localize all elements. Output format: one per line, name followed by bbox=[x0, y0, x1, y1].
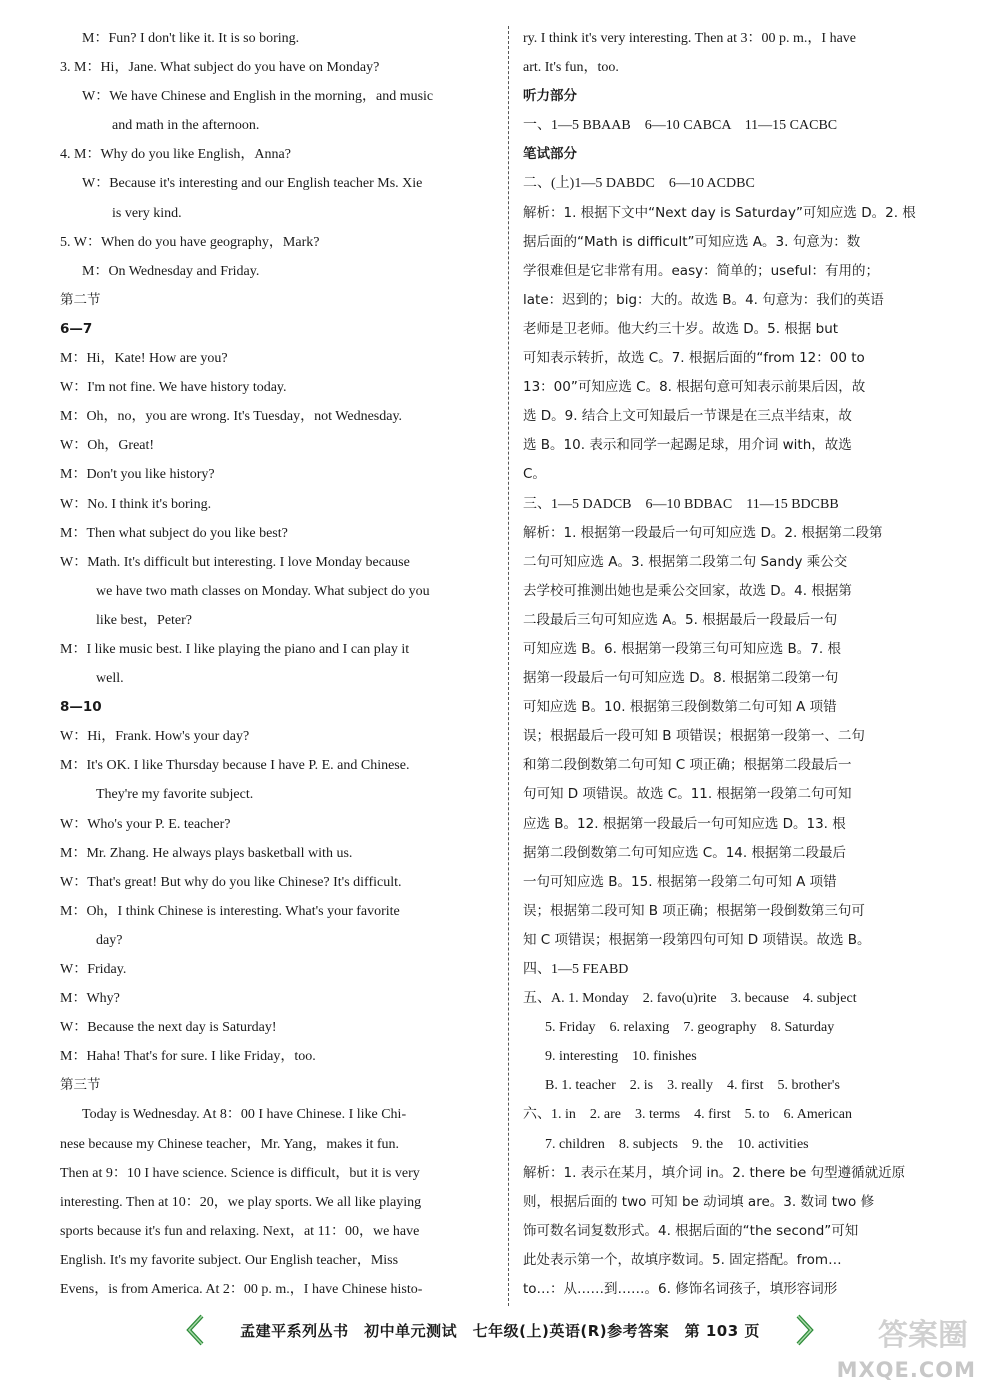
text-line: W：Because it's interesting and our English teacher Ms. Xie bbox=[82, 176, 423, 192]
text-line: Evens，is from America. At 2：00 p. m.，I have Chinese histo- bbox=[60, 1282, 423, 1298]
text-line: 5. W：When do you have geography，Mark? bbox=[60, 234, 320, 250]
footer-text: 孟建平系列丛书 初中单元测试 七年级(上)英语(R)参考答案 第 103 页 bbox=[240, 1321, 760, 1340]
text-line: day? bbox=[96, 932, 123, 948]
text-line: 解析：1. 根据下文中“Next day is Saturday”可知应选 D。2. 根 bbox=[523, 204, 916, 221]
text-line: 8—10 bbox=[60, 699, 102, 716]
text-line: W：Oh，Great! bbox=[60, 438, 155, 454]
column-divider bbox=[508, 26, 509, 1306]
text-line: 笔试部分 bbox=[523, 146, 577, 163]
watermark-cn: 答案圈 bbox=[878, 1318, 968, 1353]
text-line: 一句可知应选 B。15. 根据第一段第二句可知 A 项错 bbox=[523, 873, 837, 890]
text-line: M：Hi，Kate! How are you? bbox=[60, 351, 228, 367]
text-line: W：Because the next day is Saturday! bbox=[60, 1020, 277, 1036]
text-line: 此处表示第一个，故填序数词。5. 固定搭配。from… bbox=[523, 1251, 842, 1268]
watermark-url: MXQE.COM bbox=[836, 1358, 976, 1382]
text-line: 可知表示转折，故选 C。7. 根据后面的“from 12：00 to bbox=[523, 350, 865, 367]
text-line: like best，Peter? bbox=[96, 612, 193, 628]
text-line: 去学校可推测出她也是乘公交回家，故选 D。4. 根据第 bbox=[523, 582, 852, 599]
text-line: late：迟到的；big：大的。故选 B。4. 句意为：我们的英语 bbox=[523, 291, 884, 308]
chevron-left-icon[interactable] bbox=[180, 1312, 210, 1348]
text-line: 据后面的“Math is difficult”可知应选 A。3. 句意为：数 bbox=[523, 233, 861, 250]
text-line: 应选 B。12. 根据第一段最后一句可知应选 D。13. 根 bbox=[523, 815, 846, 832]
right-column bbox=[523, 24, 953, 1304]
text-line: W：I'm not fine. We have history today. bbox=[60, 380, 287, 396]
text-line: M：Haha! That's for sure. I like Friday，too. bbox=[60, 1049, 316, 1065]
text-line: Then at 9：10 I have science. Science is difficult，but it is very bbox=[60, 1165, 420, 1181]
text-line: to…：从……到……。6. 修饰名词孩子，填形容词形 bbox=[523, 1281, 838, 1298]
text-line: M：Oh，I think Chinese is interesting. What's your favorite bbox=[60, 903, 400, 919]
text-line: 选 D。9. 结合上文可知最后一节课是在三点半结束，故 bbox=[523, 408, 852, 425]
text-line: W：No. I think it's boring. bbox=[60, 496, 212, 512]
text-line: W：Friday. bbox=[60, 962, 127, 977]
text-line: 第二节 bbox=[60, 291, 101, 308]
text-line: 二句可知应选 A。3. 根据第二段第二句 Sandy 乘公交 bbox=[523, 553, 848, 570]
text-line: 6—7 bbox=[60, 320, 93, 337]
text-line: 句可知 D 项错误。故选 C。11. 根据第一段第二句可知 bbox=[523, 786, 852, 803]
text-line: nese because my Chinese teacher，Mr. Yang，makes it fun. bbox=[60, 1136, 400, 1152]
text-line: W：We have Chinese and English in the morning，and music bbox=[82, 89, 434, 105]
text-line: we have two math classes on Monday. What subject do you bbox=[96, 583, 430, 599]
chevron-right-icon[interactable] bbox=[790, 1312, 820, 1348]
text-line: 六、1. in 2. are 3. terms 4. first 5. to 6. American bbox=[523, 1107, 852, 1123]
text-line: and math in the afternoon. bbox=[112, 118, 260, 134]
text-line: 则，根据后面的 two 可知 be 动词填 are。3. 数词 two 修 bbox=[523, 1193, 875, 1210]
text-line: M：I like music best. I like playing the piano and I can play it bbox=[60, 641, 410, 657]
text-line: M：It's OK. I like Thursday because I have P. E. and Chinese. bbox=[60, 758, 410, 774]
text-line: M：Why? bbox=[60, 991, 120, 1007]
text-line: ry. I think it's very interesting. Then at 3：00 p. m.，I have bbox=[523, 31, 857, 46]
left-column bbox=[60, 24, 496, 1304]
text-line: They're my favorite subject. bbox=[96, 787, 254, 803]
text-line: 五、A. 1. Monday 2. favo(u)rite 3. because 4. subject bbox=[523, 991, 857, 1007]
text-line: 据第一段最后一句可知应选 D。8. 根据第二段第一句 bbox=[523, 670, 839, 687]
text-line: 可知应选 B。6. 根据第一段第三句可知应选 B。7. 根 bbox=[523, 640, 841, 657]
text-line: 和第二段倒数第二句可知 C 项正确；根据第二段最后一 bbox=[523, 757, 852, 774]
text-line: 5. Friday 6. relaxing 7. geography 8. Saturday bbox=[545, 1020, 835, 1036]
text-line: M：On Wednesday and Friday. bbox=[82, 263, 260, 279]
text-line: 三、1—5 DADCB 6—10 BDBAC 11—15 BDCBB bbox=[523, 496, 839, 512]
text-line: 听力部分 bbox=[523, 88, 577, 105]
text-line: Today is Wednesday. At 8：00 I have Chinese. I like Chi- bbox=[82, 1107, 407, 1123]
text-line: 饰可数名词复数形式。4. 根据后面的“the second”可知 bbox=[523, 1222, 859, 1239]
text-line: M：Don't you like history? bbox=[60, 467, 215, 483]
text-line: M：Oh，no，you are wrong. It's Tuesday，not Wednesday. bbox=[60, 409, 403, 425]
text-line: W：Hi，Frank. How's your day? bbox=[60, 729, 250, 745]
text-line: 解析：1. 表示在某月，填介词 in。2. there be 句型遵循就近原 bbox=[523, 1164, 906, 1181]
text-line: M：Fun? I don't like it. It is so boring. bbox=[82, 31, 300, 46]
text-line: 4. M：Why do you like English，Anna? bbox=[60, 147, 291, 163]
text-line: interesting. Then at 10：20，we play sports. We all like playing bbox=[60, 1194, 422, 1210]
text-line: sports because it's fun and relaxing. Next，at 11：00，we have bbox=[60, 1223, 420, 1239]
text-line: art. It's fun，too. bbox=[523, 60, 619, 76]
text-line: W：That's great! But why do you like Chinese? It's difficult. bbox=[60, 874, 402, 890]
text-line: 据第二段倒数第二句可知应选 C。14. 根据第二段最后 bbox=[523, 844, 846, 861]
text-line: 误；根据最后一段可知 B 项错误；根据第一段第一、二句 bbox=[523, 728, 865, 745]
text-line: 9. interesting 10. finishes bbox=[545, 1049, 697, 1065]
text-line: 7. children 8. subjects 9. the 10. activities bbox=[545, 1136, 809, 1152]
text-line: 二段最后三句可知应选 A。5. 根据最后一段最后一句 bbox=[523, 611, 838, 628]
text-line: 老师是卫老师。他大约三十岁。故选 D。5. 根据 but bbox=[523, 320, 839, 337]
text-line: M：Mr. Zhang. He always plays basketball with us. bbox=[60, 845, 353, 861]
text-line: 解析：1. 根据第一段最后一句可知应选 D。2. 根据第二段第 bbox=[523, 524, 883, 541]
text-line: 误；根据第二段可知 B 项正确；根据第一段倒数第三句可 bbox=[523, 902, 865, 919]
text-line: 学很难但是它非常有用。easy：简单的；useful：有用的； bbox=[523, 262, 880, 279]
text-line: 二、(上)1—5 DABDC 6—10 ACDBC bbox=[523, 176, 755, 192]
text-line: C。 bbox=[523, 466, 546, 483]
text-line: B. 1. teacher 2. is 3. really 4. first 5. brother's bbox=[545, 1078, 840, 1094]
text-line: M：Then what subject do you like best? bbox=[60, 525, 288, 541]
text-line: English. It's my favorite subject. Our English teacher，Miss bbox=[60, 1252, 399, 1268]
text-line: 3. M：Hi，Jane. What subject do you have on Monday? bbox=[60, 60, 380, 76]
text-line: W：Who's your P. E. teacher? bbox=[60, 816, 231, 832]
text-line: 一、1—5 BBAAB 6—10 CABCA 11—15 CACBC bbox=[523, 118, 838, 134]
watermark-logo bbox=[830, 1308, 990, 1386]
text-line: well. bbox=[96, 671, 124, 687]
text-line: 知 C 项错误；根据第一段第四句可知 D 项错误。故选 B。 bbox=[523, 931, 871, 948]
text-line: W：Math. It's difficult but interesting. I love Monday because bbox=[60, 554, 410, 570]
text-line: 四、1—5 FEABD bbox=[523, 962, 629, 977]
text-line: 13：00”可知应选 C。8. 根据句意可知表示前果后因，故 bbox=[523, 379, 866, 396]
text-line: 选 B。10. 表示和同学一起踢足球，用介词 with，故选 bbox=[523, 437, 852, 454]
text-line: is very kind. bbox=[112, 205, 182, 221]
text-line: 可知应选 B。10. 根据第三段倒数第二句可知 A 项错 bbox=[523, 699, 837, 716]
text-line: 第三节 bbox=[60, 1077, 101, 1094]
